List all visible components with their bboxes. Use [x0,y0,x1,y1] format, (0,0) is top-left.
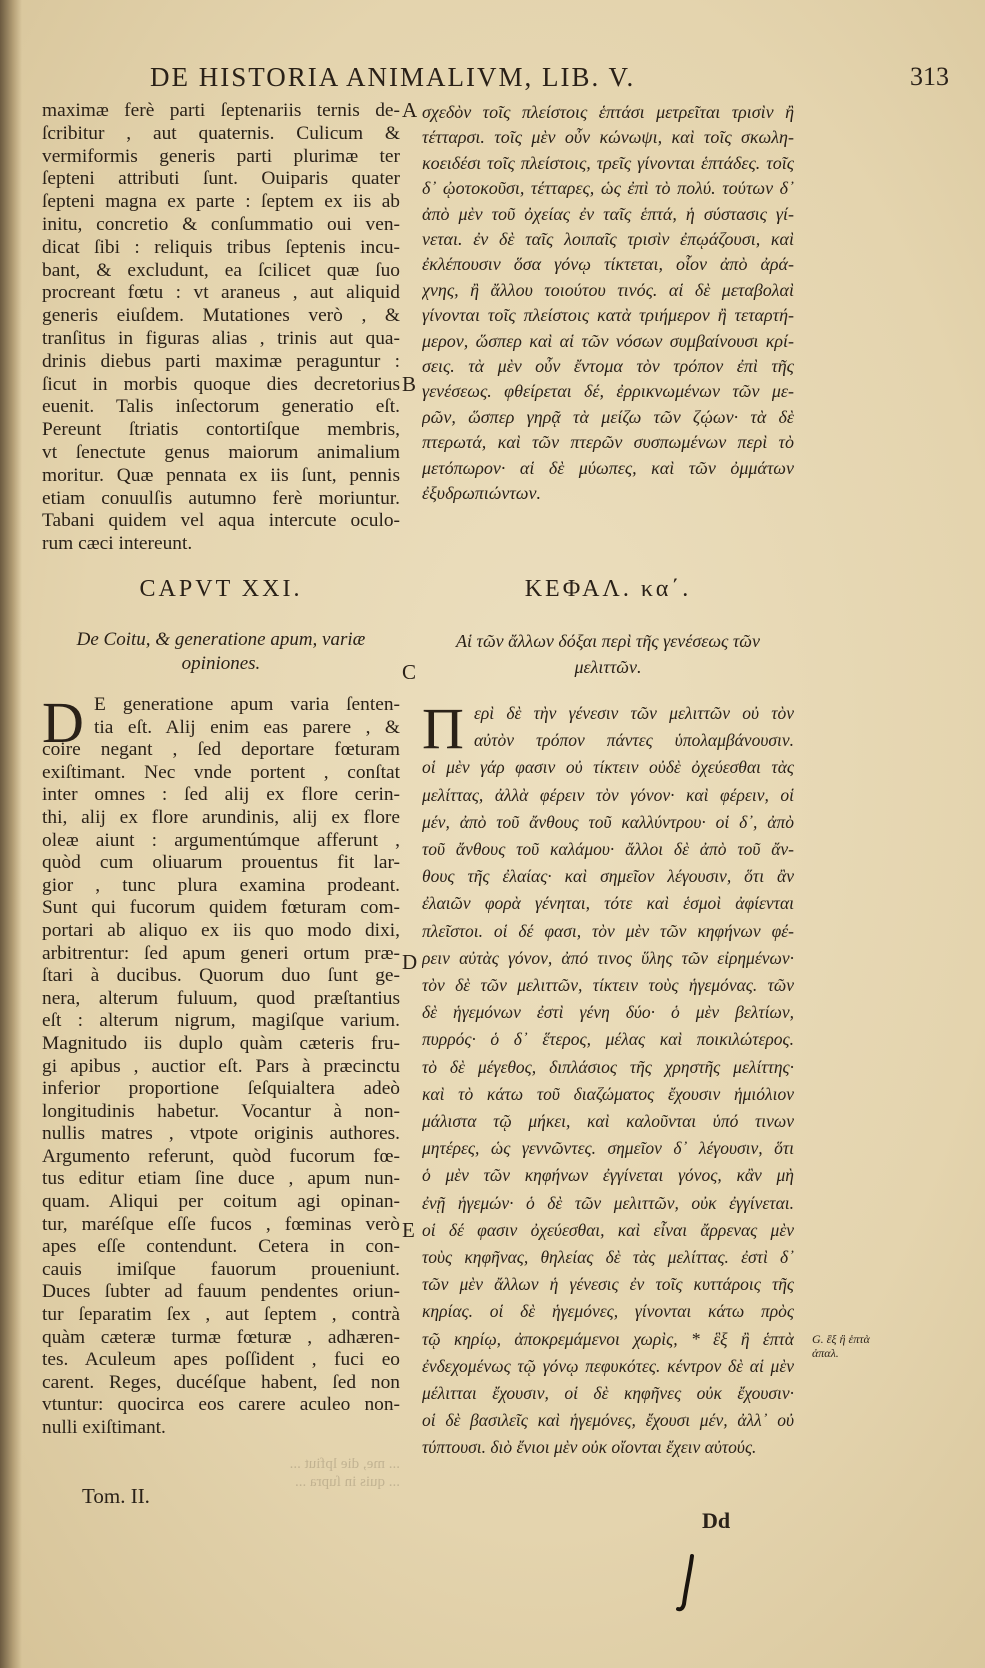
text-line: θους τῆς ἐλαίας· καὶ σημεῖον λέγουσιν, ὅτι ἂν [422,866,794,887]
greek-column-body [422,696,794,1462]
text-line: μάλιστα τῷ μήκει, καὶ καλοῦνται ὑπό τινων [422,1111,794,1132]
text-line: τοὺς κηφῆνας, θηλείας δὲ τὰς μελίττας. ἐστὶ δ᾽ [422,1247,794,1268]
text-line: πυρρός· ὁ δ᾽ ἕτερος, μέλας καὶ ποικιλώτερος. [422,1029,794,1050]
text-line: longitudinis habetur. Vocantur à non- [42,1100,400,1122]
subtitle-line: Αἱ τῶν ἄλλων δόξαι περὶ τῆς γενέσεως τῶν [456,631,760,651]
text-line: maximæ ferè parti ſeptenariis ternis de- [42,100,400,121]
text-line: Argumento referunt, quòd fucorum fœ- [42,1145,400,1167]
text-line: ſtari à ducibus. Quorum duo ſunt ge- [42,965,400,987]
text-line: ὁ μὲν τῶν κηφήνων ἐγγίνεται γόνος, κἂν μὴ [422,1165,794,1186]
text-line: ερὶ δὲ τὴν γένεσιν τῶν μελιττῶν οὐ τὸν [474,703,794,723]
text-line: drinis diebus parti maximæ peraguntur : [42,350,400,372]
text-line: σχεδὸν τοῖς πλείστοις ἑπτάσι μετρεῖται τρισὶν ἢ [422,102,794,122]
text-line: vermiformis generis parti plurimæ ter [42,145,400,167]
chapter-subtitle-greek [430,628,786,680]
margin-letter-c: C [402,660,417,684]
page-number: 313 [910,62,949,91]
text-line: euenit. Talis inſectorum generatio eſt. [42,396,400,418]
greek-column-top [422,100,794,507]
text-line: μητέρες, ὡς γεννῶντες. σημεῖον δ᾽ λέγουσιν, ὅτι [422,1138,794,1159]
signature-mark: Dd [702,1508,731,1533]
text-line: tus editur etiam ſine duce , apum nun- [42,1168,400,1190]
text-line: ἐλαιῶν φορὰ γένηται, τότε καὶ ἑσμοὶ ἀφίενται [422,893,794,914]
binding-gutter [0,0,22,1668]
text-line: portari ab aliquo ex iis quo modo dixi, [42,919,400,941]
text-line: ἐξυδρωπιώντων. [422,483,541,504]
text-line: ρειν αὐτὰς γόνον, ἀπό τινος ὕλης τῶν εἰρημένων· [422,947,794,968]
text-line: tur ſeparatim ſex , aut ſeptem , contrà [42,1304,400,1326]
text-line: οἱ δέ φασιν ὀχεύεσθαι, καὶ εἶναι ἄρρενας μὲν [422,1219,794,1240]
text-line: vtuntur: quocirca eos carere aculeo non- [42,1394,400,1416]
chapter-subtitle-latin [60,628,382,676]
text-line: νεται. ἐν δὲ ταῖς λοιπαῖς τρισὶν ἐπῳάζουσι, καὶ [422,229,794,250]
drop-cap-greek: Π [422,696,464,761]
text-line: ſepteni attributi ſunt. Ouiparis quater [42,168,400,190]
text-line: τὸ δὲ μέγεθος, διπλάσιος τῆς χρηστῆς μελίττης· [422,1056,794,1077]
text-line: tur, maréſque eſſe fucos , fœminas verò [42,1213,400,1235]
text-line: μερον, ὥσπερ καὶ αἱ τῶν νόσων συμβαίνουσι κρί- [422,330,794,351]
text-line: Tabani quidem vel aqua intercute oculo- [42,510,400,532]
margin-letter-b: B [402,372,417,396]
text-line: τοῦ ἄνθους τοῦ καλάμου· ἄλλοι δὲ ἀπὸ τοῦ ἄν- [422,839,794,860]
text-line: ρῶν, ὥσπερ γηρᾷ τὰ μείζω τῶν ζῴων· τὰ δὲ [422,406,794,427]
text-line: Pereunt ſtriatis contortiſque membris, [42,419,400,441]
latin-column-body [42,690,400,1440]
text-line: dicat ſibi : reliquis tribus ſeptenis incu- [42,236,400,258]
subtitle-line: opiniones. [181,653,261,674]
text-line: quam. Aliqui per coitum agi opinan- [42,1191,400,1213]
margin-letter-a: A [402,98,418,122]
text-line: οἱ μὲν γάρ φασιν οὐ τίκτειν οὐδὲ ὀχεύεσθαι τὰς [422,757,794,778]
text-line: κοειδέσι τοῖς πλείστοις, τρεῖς γίνονται ἑπτάδες. τοῖς [422,152,794,173]
text-line: μέλιτται ἔχουσιν, οἱ δὲ κηφῆνες οὐκ ἔχουσιν· [422,1383,794,1404]
text-line: ſepteni magna ex parte : ſeptem ex iis ab [42,191,400,213]
text-line: initu, concretio & conſummatio oui ven- [42,213,400,235]
text-line: arbitrentur: ſed apum generi ortum præ- [42,942,400,964]
text-line: procreant fœtu : vt araneus , aut aliquid [42,282,400,304]
text-line: quòd cum oliuarum prouentus fit lar- [42,852,400,874]
text-line: eſt : alterum nigrum, magiſque varium. [42,1010,400,1032]
latin-column-top [42,100,400,556]
text-line: μελίττας, ἀλλὰ φέρειν τὸν γόνον· καὶ φέρειν, οἱ [422,784,794,805]
show-through-line: ... me, die lpfiut ... [289,1456,400,1472]
text-line: gior , tunc plura examina prodeant. [42,874,400,896]
text-line: exiſtimant. Nec vnde portent , conſtat [42,761,400,783]
chapter-heading-greek: ΚΕΦΑΛ. κα΄. [524,576,692,602]
text-line: Duces ſubter ad fauum pendentes oriun- [42,1281,400,1303]
text-line: τέτταρσι. τοῖς μὲν οὖν κώνωψι, καὶ τοῖς σκωλη- [422,127,794,148]
text-line: οἱ δὲ βασιλεῖς καὶ ἡγεμόνες, ἔχουσι μέν, ἀλλ᾽ οὐ [422,1410,794,1431]
text-line: moritur. Quæ pennata ex iis ſunt, pennis [42,464,400,486]
text-line: thi, alij ex flore arundinis, alij ex flore [42,806,400,828]
text-line: nullis matres , vtpote originis authores. [42,1123,400,1145]
text-line: inferior proportione ſeſquialtera adeò [42,1078,400,1100]
text-line: rum cæci intereunt. [42,533,193,555]
text-line: ἐκλέπουσιν ὅσα γόνῳ τίκτεται, οἷον ἀπὸ ἀρά- [422,254,794,275]
text-line: generis eiuſdem. Mutationes verò , & [42,305,400,327]
text-line: ſicut in morbis quoque dies decretorius [42,373,400,395]
text-line: nera, alterum fuluum, quod præſtantius [42,987,400,1009]
text-line: tranſitus in figuras alias , trinis aut qua- [42,327,400,349]
margin-letter-e: E [402,1218,415,1242]
ink-stroke-mark [676,1552,700,1612]
text-line: τῷ κηρίῳ, ἀποκρεμάμενοι χωρὶς, * ἓξ ἢ ἑπτὰ [422,1328,794,1349]
text-line: ἐνῇ ἡγεμών· ὁ δὲ τῶν μελιττῶν, οὐκ ἐγγίνεται. [422,1192,794,1213]
text-line: E generatione apum varia ſenten- [94,694,400,715]
text-line: carent. Reges, ducéſque habent, ſed non [42,1371,400,1393]
text-line: inter omnes : ſed alij ex flore cerin- [42,784,400,806]
text-line: etiam conuulſis autumno ferè moriuntur. [42,487,400,509]
chapter-heading-latin: CAPVT XXI. [139,576,303,602]
text-line: χνης, ἢ ἄλλου τοιούτου τινός. αἱ δὲ μεταβολαὶ [422,279,794,300]
text-line: σεις. τὰ μὲν οὖν ἔντομα τὸν τρόπον ἐπὶ τῆς [422,356,794,377]
text-line: πλεῖστοι. οἱ δέ φασι, τὸν μὲν τῶν κηφήνων φέ- [422,920,794,941]
text-line: γενέσεως. φθείρεται δέ, ἐρρικνωμένων τῶν με- [422,381,794,402]
text-line: αὐτὸν τρόπον πάντες ὑπολαμβάνουσιν. [474,730,794,751]
text-line: μέν, ἀπὸ τοῦ ἄνθους τοῦ καλλύντρου· οἱ δ᾽, ἀπὸ [422,811,794,832]
text-line: Sunt qui fucorum quidem fœturam com- [42,897,400,919]
text-line: δ᾽ ᾠοτοκοῦσι, τέτταρες, ὡς ἐπὶ τὸ πολύ. τούτων δ᾽ [422,178,794,199]
text-line: πτερωτά, καὶ τῶν πτερῶν συσπωμένων περὶ τὸ [422,432,794,453]
text-line: ἀπὸ μὲν τοῦ ὀχείας ἐν ταῖς ἑπτά, ἡ σύστασις γί- [422,203,794,224]
text-line: apes eſſe contendunt. Cetera in con- [42,1236,400,1258]
text-line: oleæ aiunt : argumentúmque afferunt , [42,829,400,851]
text-line: vt ſenectute genus maiorum animalium [42,441,400,463]
running-head: DE HISTORIA ANIMALIVM, LIB. V. [150,62,636,92]
text-line: gi apibus , auctior eſt. Pars à præcinctu [42,1055,400,1077]
show-through-line: ... quis in ſupra ... [295,1474,400,1490]
subtitle-line: μελιττῶν. [574,657,642,677]
show-through-text [250,1455,400,1491]
text-line: quàm cæteræ turmæ fœturæ , adhæren- [42,1326,400,1348]
text-line: bant, & excludunt, ea ſcilicet quæ ſuo [42,259,400,281]
text-line: tia eſt. Alij enim eas parere , & [94,716,400,738]
volume-mark: Tom. II. [82,1484,150,1508]
subtitle-line: De Coitu, & generatione apum, variæ [76,629,366,650]
text-line: coire negant , ſed deportare fœturam [42,739,400,761]
text-line: tes. Aculeum apes poſſident , fuci eo [42,1349,400,1371]
text-line: Magnitudo iis duplo quàm cæteris fru- [42,1032,400,1054]
text-line: ſcribitur , aut quaternis. Culicum & [42,122,400,144]
text-line: nulli exiſtimant. [42,1417,166,1438]
marginal-note: G. ἓξ ἢ ἑπτὰ ἀπαλ. [812,1332,870,1360]
text-line: καὶ τὸ κάτω τοῦ διαζώματος ἔχουσιν ἡμιόλιον [422,1083,794,1104]
margin-letter-d: D [402,950,418,974]
text-line: τὸν δὲ τῶν μελιττῶν, τίκτειν τοὺς ἡγεμόνας. τῶν [422,975,794,996]
text-line: γίνονται τοῖς πλείστοις κατὰ τριήμερον ἢ τεταρτή- [422,305,794,326]
text-line: cauis imiſque fauorum proueniunt. [42,1258,400,1280]
text-line: δὲ ἡγεμόνων ἐστὶ γένη δύο· ὁ μὲν βελτίων, [422,1002,794,1023]
text-line: ἐνδεχομένως τῷ γόνῳ πεφυκότες. κέντρον δὲ αἱ μὲν [422,1355,794,1376]
text-line: κηρίας. οἱ δὲ ἡγεμόνες, γίνονται κάτω πρὸς [422,1301,794,1322]
text-line: τῶν μὲν ἄλλων ἡ γένεσις ἐν τοῖς κυττάροις τῆς [422,1274,794,1295]
text-line: μετόπωρον· αἱ δὲ μύωπες, καὶ τῶν ὀμμάτων [422,457,794,478]
drop-cap-latin: D [42,690,84,755]
text-line: τύπτουσι. διὸ ἔνιοι μὲν οὐκ οἴονται ἔχειν αὐτούς. [422,1437,757,1458]
